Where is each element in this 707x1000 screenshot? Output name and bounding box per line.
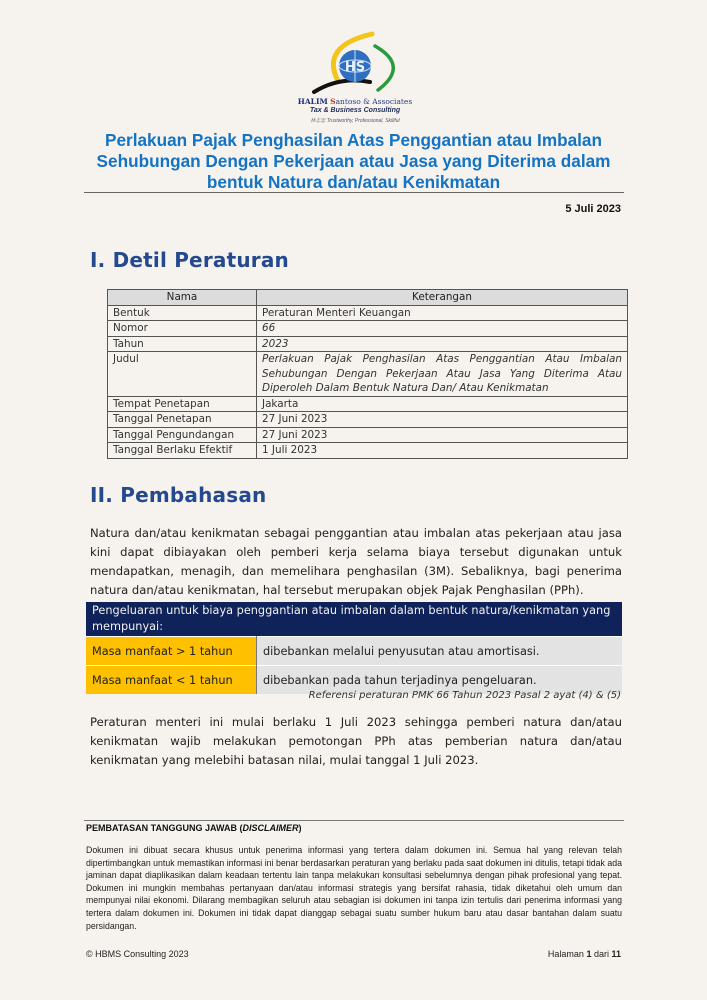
- company-logo: [280, 26, 430, 124]
- natura-value: dibebankan pada tahun terjadinya pengeluaran.: [257, 666, 623, 695]
- natura-label: Masa manfaat < 1 tahun: [86, 666, 257, 695]
- section-heading-pembahasan: II. Pembahasan: [90, 483, 267, 507]
- row-name: Nomor: [108, 321, 257, 337]
- paragraph-intro: Natura dan/atau kenikmatan sebagai penggantian atau imbalan atas pekerjaan atau jasa kini dapat dibiayakan oleh pemberi kerja selama biaya tersebut digunakan untuk mendapatkan, menagih, dan memelihara penghasilan (3M). Sebaliknya, bagi penerima natura dan/atau kenikmatan, hal tersebut merupakan objek Pajak Penghasilan (PPh).: [90, 526, 622, 597]
- svg-text:HS: HS: [344, 60, 366, 75]
- natura-header-row: [86, 602, 622, 637]
- regulation-detail-table: [107, 289, 628, 459]
- natura-label: Masa manfaat > 1 tahun: [86, 637, 257, 666]
- firm-name: HALIM Santoso & Associates: [297, 97, 413, 106]
- document-date: 5 Juli 2023: [565, 203, 621, 215]
- table-row: [108, 352, 628, 397]
- disclaimer-divider: [84, 820, 624, 821]
- natura-expense-table: [86, 602, 622, 694]
- hbms-globe-logo-icon: [280, 26, 430, 98]
- table-header-row: [108, 290, 628, 306]
- row-name: Tanggal Penetapan: [108, 412, 257, 428]
- row-name: Tanggal Berlaku Efektif: [108, 443, 257, 459]
- row-name: Judul: [108, 352, 257, 397]
- row-value: Jakarta: [257, 396, 628, 412]
- row-value: 2023: [257, 336, 628, 352]
- natura-row: [86, 637, 622, 666]
- table-row: [108, 321, 628, 337]
- table-row: [108, 336, 628, 352]
- firm-motto: 林志忠 Trustworthy, Professional, Skillful: [310, 118, 400, 124]
- document-title: Perlakuan Pajak Penghasilan Atas Penggantian atau Imbalan Sehubungan Dengan Pekerjaan atau Jasa yang Diterima dalam bentuk Natura dan/atau Kenikmatan: [96, 130, 611, 192]
- row-value: 27 Juni 2023: [257, 412, 628, 428]
- natura-header: Pengeluaran untuk biaya penggantian atau imbalan dalam bentuk natura/kenikmatan yang mempunyai:: [86, 602, 622, 637]
- section-heading-detil-peraturan: I. Detil Peraturan: [90, 248, 289, 272]
- footer-copyright: © HBMS Consulting 2023: [86, 949, 189, 959]
- table-row: [108, 396, 628, 412]
- row-value: Perlakuan Pajak Penghasilan Atas Penggantian Atau Imbalan Sehubungan Dengan Pekerjaan Atau Jasa Yang Diterima Atau Diperoleh Dalam Bentuk Natura Dan/ Atau Kenikmatan: [257, 352, 628, 397]
- firm-tagline: Tax & Business Consulting: [309, 107, 401, 114]
- regulation-reference: Referensi peraturan PMK 66 Tahun 2023 Pasal 2 ayat (4) & (5): [308, 690, 621, 701]
- footer-page-number: Halaman 1 dari 11: [547, 949, 621, 959]
- row-value: Peraturan Menteri Keuangan: [257, 305, 628, 321]
- row-value: 1 Juli 2023: [257, 443, 628, 459]
- row-name: Tanggal Pengundangan: [108, 427, 257, 443]
- natura-value: dibebankan melalui penyusutan atau amortisasi.: [257, 637, 623, 666]
- disclaimer-heading: PEMBATASAN TANGGUNG JAWAB (DISCLAIMER): [86, 823, 302, 833]
- table-row: [108, 412, 628, 428]
- row-value: 27 Juni 2023: [257, 427, 628, 443]
- row-name: Tempat Penetapan: [108, 396, 257, 412]
- title-divider: [84, 192, 624, 193]
- row-name: Tahun: [108, 336, 257, 352]
- paragraph-effective-date: Peraturan menteri ini mulai berlaku 1 Juli 2023 sehingga pemberi natura dan/atau kenikmatan wajib melakukan pemotongan PPh atas pemberian natura dan/atau kenikmatan yang melebihi batasan nilai, mulai tanggal 1 Juli 2023.: [90, 715, 622, 767]
- table-row: [108, 427, 628, 443]
- table-row: [108, 443, 628, 459]
- column-header-keterangan: Keterangan: [257, 290, 628, 306]
- disclaimer-body: Dokumen ini dibuat secara khusus untuk penerima informasi yang tertera dalam dokumen ini. Semua hal yang relevan telah dipertimbangkan untuk memastikan informasi ini benar berdasarkan peraturan yang berlaku pada saat dokumen ini ditulis, tetapi tidak ada jaminan dapat diaplikasikan dalam keadaan tertentu lain tanpa melakukan konsultasi sebelumnya dengan pihak profesional yang tepat. Dokumen ini mungkin membahas pertanyaan dan/atau informasi strategis yang bersifat rahasia, tidak diketahui oleh umum dan mempunyai nilai ekonomi. Dilarang membagikan seluruh atau sebagian isi dokumen ini tanpa izin tertulis dari penerima informasi yang tertera dalam dokumen ini. Dokumen ini tidak dapat dianggap sebagai suatu sumber hukum baru atau dasar bantahan dalam suatu persidangan.: [86, 845, 622, 931]
- row-value: 66: [257, 321, 628, 337]
- column-header-nama: Nama: [108, 290, 257, 306]
- table-row: [108, 305, 628, 321]
- row-name: Bentuk: [108, 305, 257, 321]
